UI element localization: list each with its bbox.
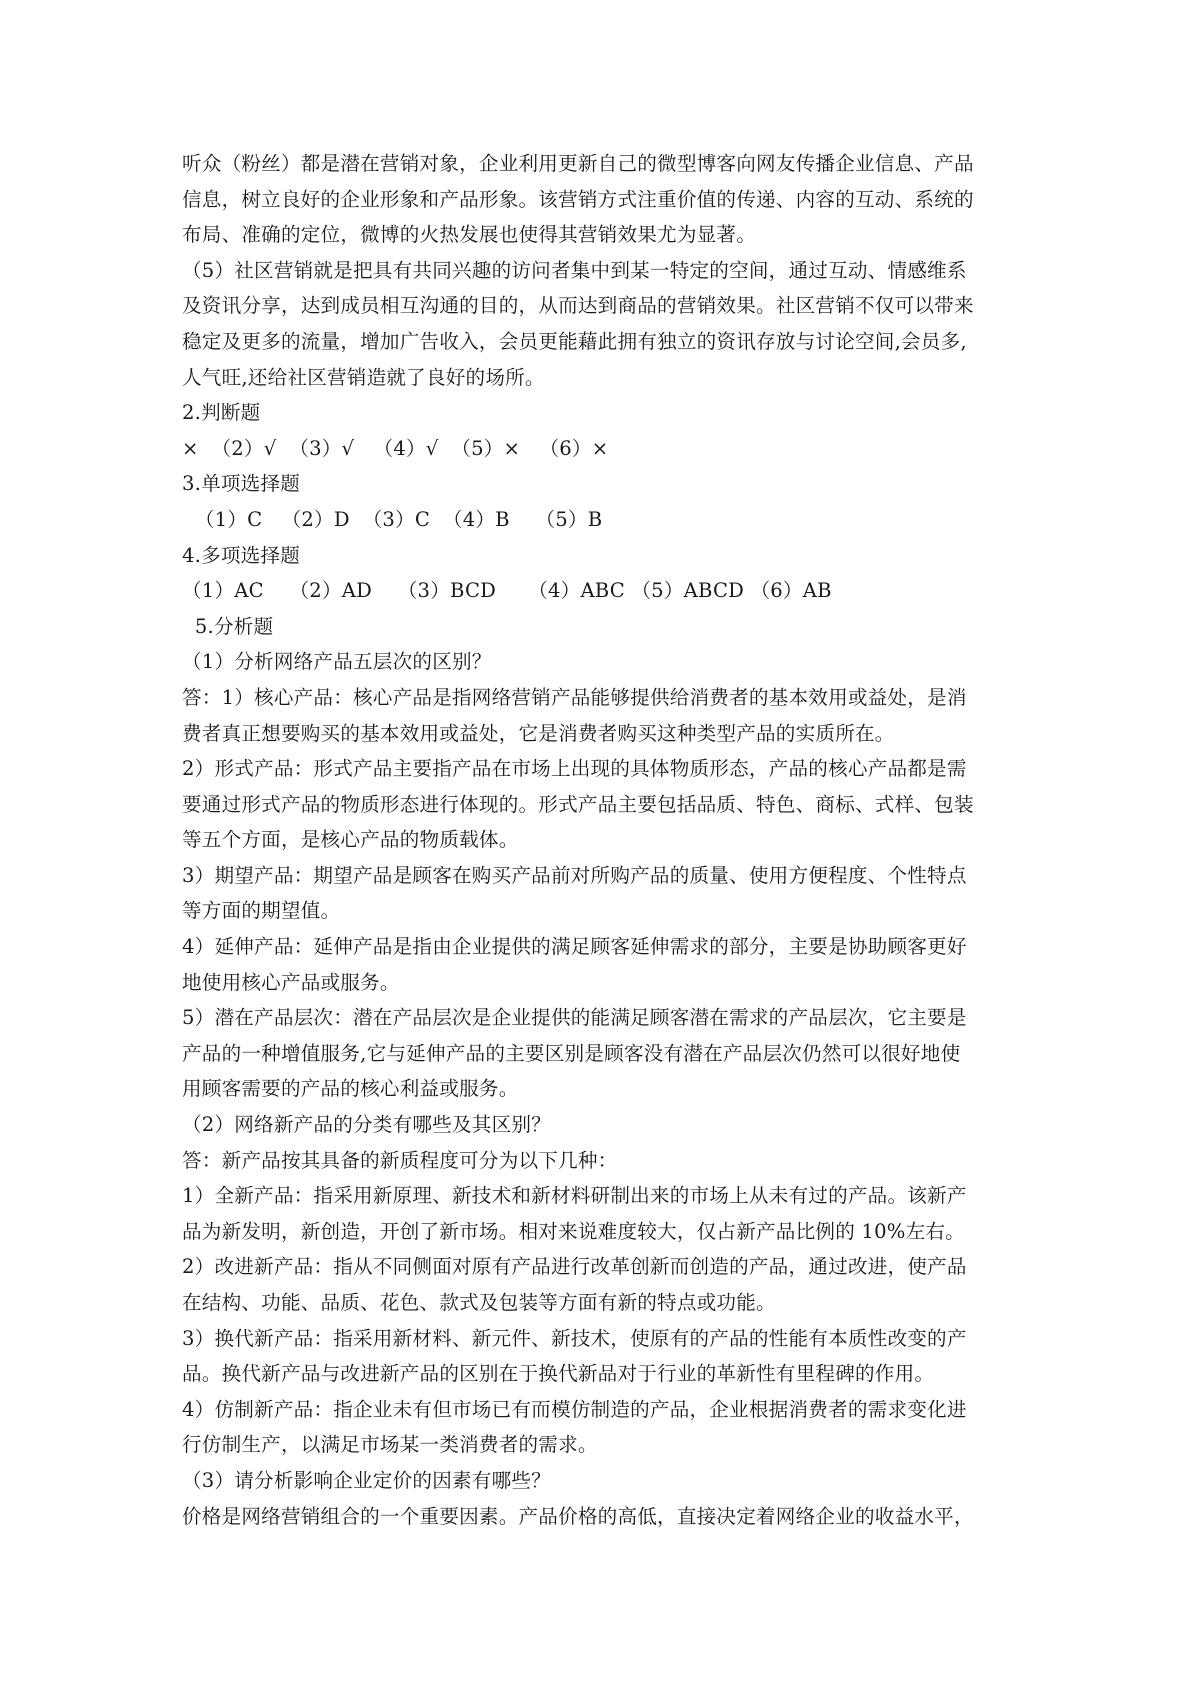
answer-line: （1）C （2）D （3）C （4）B （5）B: [182, 507, 603, 531]
text-line: 布局、准确的定位，微博的火热发展也使得其营销效果尤为显著。: [182, 223, 757, 247]
text-line: 4）延伸产品：延伸产品是指由企业提供的满足顾客延伸需求的部分，主要是协助顾客更好: [182, 935, 967, 959]
text-line: 等方面的期望值。: [182, 899, 341, 923]
text-line: 信息，树立良好的企业形象和产品形象。该营销方式注重价值的传递、内容的互动、系统的: [182, 187, 974, 211]
text-line: 等五个方面，是核心产品的物质载体。: [182, 828, 519, 852]
section-heading: 5.分析题: [182, 614, 274, 638]
section-heading: 3.单项选择题: [182, 472, 301, 496]
text-line: 听众（粉丝）都是潜在营销对象，企业利用更新自己的微型博客向网友传播企业信息、产品: [182, 152, 974, 175]
text-line: 产品的一种增值服务,它与延伸产品的主要区别是顾客没有潜在产品层次仍然可以很好地使: [182, 1041, 961, 1065]
text-line: 品为新发明，新创造，开创了新市场。相对来说难度较大，仅占新产品比例的 10%左右。: [182, 1219, 965, 1243]
text-line: 人气旺,还给社区营销造就了良好的场所。: [182, 365, 545, 389]
section-heading: 2.判断题: [182, 401, 261, 425]
answer-line: （1）AC （2）AD （3）BCD （4）ABC （5）ABCD （6）AB: [182, 579, 832, 603]
text-line: 答：1）核心产品：核心产品是指网络营销产品能够提供给消费者的基本效用或益处，是消: [182, 685, 967, 709]
question-line: （2）网络新产品的分类有哪些及其区别？: [182, 1113, 551, 1137]
text-line: 在结构、功能、品质、花色、款式及包装等方面有新的特点或功能。: [182, 1291, 776, 1314]
text-line: 3）期望产品：期望产品是顾客在购买产品前对所购产品的质量、使用方便程度、个性特点: [182, 863, 967, 887]
text-line: 1）全新产品：指采用新原理、新技术和新材料研制出来的市场上从未有过的产品。该新产: [182, 1184, 967, 1208]
section-heading: 4.多项选择题: [182, 543, 301, 567]
text-line: 品。换代新产品与改进新产品的区别在于换代新品对于行业的革新性有里程碑的作用。: [182, 1362, 935, 1386]
text-line: 价格是网络营销组合的一个重要因素。产品价格的高低，直接决定着网络企业的收益水平，: [182, 1504, 974, 1528]
text-line: 4）仿制新产品：指企业未有但市场已有而模仿制造的产品，企业根据消费者的需求变化进: [182, 1397, 967, 1421]
question-line: （3）请分析影响企业定价的因素有哪些？: [182, 1468, 551, 1492]
text-line: 地使用核心产品或服务。: [182, 970, 400, 994]
text-line: 费者真正想要购买的基本效用或益处，它是消费者购买这种类型产品的实质所在。: [182, 721, 895, 745]
question-line: （1）分析网络产品五层次的区别？: [182, 650, 492, 674]
text-line: 用顾客需要的产品的核心利益或服务。: [182, 1077, 519, 1101]
text-line: 5）潜在产品层次：潜在产品层次是企业提供的能满足顾客潜在需求的产品层次，它主要是: [182, 1006, 967, 1030]
text-line: 及资讯分享，达到成员相互沟通的目的，从而达到商品的营销效果。社区营销不仅可以带来: [182, 294, 974, 318]
text-line: 3）换代新产品：指采用新材料、新元件、新技术，使原有的产品的性能有本质性改变的产: [182, 1326, 967, 1350]
text-line: 答：新产品按其具备的新质程度可分为以下几种：: [182, 1148, 618, 1172]
text-line: 稳定及更多的流量，增加广告收入，会员更能藉此拥有独立的资讯存放与讨论空间,会员多,: [182, 329, 967, 353]
text-line: 行仿制生产，以满足市场某一类消费者的需求。: [182, 1433, 598, 1457]
text-line: 要通过形式产品的物质形态进行体现的。形式产品主要包括品质、特色、商标、式样、包装: [182, 792, 974, 816]
text-line: 2）改进新产品：指从不同侧面对原有产品进行改革创新而创造的产品，通过改进，使产品: [182, 1255, 967, 1279]
answer-line: × （2）√ （3）√ （4）√ （5）× （6）×: [182, 436, 609, 460]
document-page: [182, 146, 1022, 1534]
text-line: 2）形式产品：形式产品主要指产品在市场上出现的具体物质形态，产品的核心产品都是需: [182, 757, 967, 781]
text-line: （5）社区营销就是把具有共同兴趣的访问者集中到某一特定的空间，通过互动、情感维系: [182, 258, 967, 282]
